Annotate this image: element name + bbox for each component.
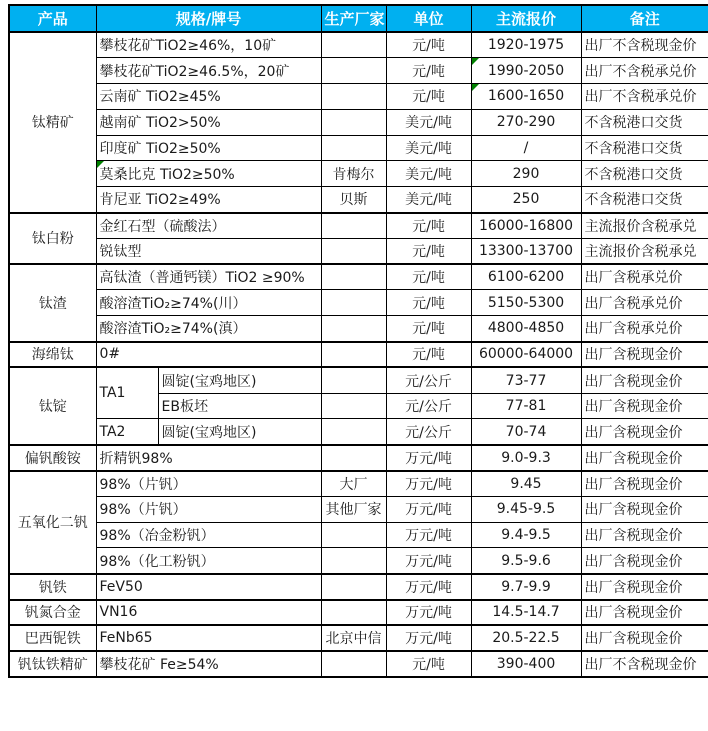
note-cell: 出厂含税现金价 <box>581 367 708 393</box>
producer-cell <box>321 419 386 445</box>
unit-cell: 美元/吨 <box>386 161 471 187</box>
producer-cell: 贝斯 <box>321 187 386 213</box>
producer-cell <box>321 574 386 600</box>
table-row <box>9 522 708 548</box>
table-row <box>9 135 708 161</box>
spec-cell: 金红石型（硫酸法） <box>96 213 321 239</box>
col-header-note: 备注 <box>581 5 708 32</box>
col-header-producer: 生产厂家 <box>321 5 386 32</box>
price-cell: 77-81 <box>471 393 581 419</box>
product-cell: 巴西铌铁 <box>9 625 96 651</box>
spec-cell: 攀枝花矿TiO2≥46%，10矿 <box>96 32 321 58</box>
producer-cell <box>321 238 386 264</box>
spec-cell: 攀枝花矿 Fe≥54% <box>96 651 321 677</box>
spec-cell: 圆锭(宝鸡地区) <box>158 419 321 445</box>
table-row <box>9 213 708 239</box>
spec-cell: 云南矿 TiO2≥45% <box>96 84 321 110</box>
unit-cell: 万元/吨 <box>386 522 471 548</box>
note-cell: 出厂不含税现金价 <box>581 651 708 677</box>
price-cell: 60000-64000 <box>471 342 581 368</box>
unit-cell: 万元/吨 <box>386 600 471 626</box>
note-cell: 出厂含税现金价 <box>581 445 708 471</box>
note-cell: 出厂含税现金价 <box>581 600 708 626</box>
producer-cell <box>321 135 386 161</box>
table-row <box>9 367 708 393</box>
unit-cell: 美元/吨 <box>386 109 471 135</box>
price-cell: 4800-4850 <box>471 316 581 342</box>
price-cell: 73-77 <box>471 367 581 393</box>
producer-cell <box>321 600 386 626</box>
note-cell: 出厂含税现金价 <box>581 419 708 445</box>
col-header-unit: 单位 <box>386 5 471 32</box>
note-cell: 出厂含税承兑价 <box>581 264 708 290</box>
producer-cell: 肯梅尔 <box>321 161 386 187</box>
product-cell: 钒钛铁精矿 <box>9 651 96 677</box>
table-row <box>9 625 708 651</box>
table-row <box>9 290 708 316</box>
spec-cell: FeNb65 <box>96 625 321 651</box>
producer-cell <box>321 84 386 110</box>
note-cell: 出厂含税现金价 <box>581 522 708 548</box>
price-cell: 390-400 <box>471 651 581 677</box>
unit-cell: 美元/吨 <box>386 135 471 161</box>
spec-cell: FeV50 <box>96 574 321 600</box>
commodity-price-table <box>8 4 708 678</box>
price-cell: 5150-5300 <box>471 290 581 316</box>
producer-cell <box>321 548 386 574</box>
note-cell: 出厂含税现金价 <box>581 548 708 574</box>
producer-cell <box>321 367 386 393</box>
unit-cell: 元/吨 <box>386 651 471 677</box>
unit-cell: 万元/吨 <box>386 445 471 471</box>
table-row <box>9 548 708 574</box>
producer-cell <box>321 290 386 316</box>
spec-cell: 折精钒98% <box>96 445 321 471</box>
product-cell: 偏钒酸铵 <box>9 445 96 471</box>
note-cell: 不含税港口交货 <box>581 187 708 213</box>
producer-cell <box>321 651 386 677</box>
spec-cell: 酸溶渣TiO₂≥74%(川） <box>96 290 321 316</box>
unit-cell: 万元/吨 <box>386 548 471 574</box>
unit-cell: 元/吨 <box>386 264 471 290</box>
price-cell: 14.5-14.7 <box>471 600 581 626</box>
producer-cell <box>321 264 386 290</box>
grade-cell: TA1 <box>96 367 158 419</box>
product-cell: 钒氮合金 <box>9 600 96 626</box>
price-cell: 9.4-9.5 <box>471 522 581 548</box>
table-row <box>9 84 708 110</box>
table-row <box>9 32 708 58</box>
unit-cell: 元/吨 <box>386 32 471 58</box>
note-cell: 出厂含税承兑价 <box>581 290 708 316</box>
comment-flag-icon <box>97 161 104 168</box>
unit-cell: 元/吨 <box>386 238 471 264</box>
table-row <box>9 238 708 264</box>
producer-cell <box>321 213 386 239</box>
spec-cell: 越南矿 TiO2>50% <box>96 109 321 135</box>
note-cell: 不含税港口交货 <box>581 161 708 187</box>
col-header-product: 产品 <box>9 5 96 32</box>
unit-cell: 元/吨 <box>386 213 471 239</box>
spec-cell: 圆锭(宝鸡地区) <box>158 367 321 393</box>
table-row <box>9 161 708 187</box>
price-cell: 1990-2050 <box>471 58 581 84</box>
note-cell: 出厂不含税承兑价 <box>581 84 708 110</box>
spec-cell: VN16 <box>96 600 321 626</box>
price-cell: 70-74 <box>471 419 581 445</box>
spec-cell: 莫桑比克 TiO2≥50% <box>96 161 321 187</box>
producer-cell <box>321 393 386 419</box>
spec-cell: 高钛渣（普通钙镁）TiO2 ≥90% <box>96 264 321 290</box>
unit-cell: 元/公斤 <box>386 419 471 445</box>
producer-cell <box>321 58 386 84</box>
producer-cell <box>321 445 386 471</box>
product-cell: 海绵钛 <box>9 342 96 368</box>
price-cell: 270-290 <box>471 109 581 135</box>
note-cell: 主流报价含税承兑 <box>581 213 708 239</box>
unit-cell: 美元/吨 <box>386 187 471 213</box>
table-row <box>9 187 708 213</box>
unit-cell: 元/吨 <box>386 58 471 84</box>
table-row <box>9 419 708 445</box>
unit-cell: 万元/吨 <box>386 574 471 600</box>
note-cell: 出厂含税现金价 <box>581 393 708 419</box>
note-cell: 出厂含税现金价 <box>581 496 708 522</box>
product-cell: 五氧化二钒 <box>9 471 96 574</box>
unit-cell: 万元/吨 <box>386 625 471 651</box>
producer-cell <box>321 522 386 548</box>
unit-cell: 元/公斤 <box>386 367 471 393</box>
spec-cell: 酸溶渣TiO₂≥74%(滇） <box>96 316 321 342</box>
price-cell: 9.5-9.6 <box>471 548 581 574</box>
price-cell: 16000-16800 <box>471 213 581 239</box>
spec-cell: 肯尼亚 TiO2≥49% <box>96 187 321 213</box>
table-row <box>9 316 708 342</box>
price-cell: 9.45 <box>471 471 581 497</box>
table-row <box>9 600 708 626</box>
product-cell: 钛精矿 <box>9 32 96 213</box>
grade-cell: TA2 <box>96 419 158 445</box>
note-cell: 主流报价含税承兑 <box>581 238 708 264</box>
table-row <box>9 342 708 368</box>
producer-cell <box>321 342 386 368</box>
price-cell: / <box>471 135 581 161</box>
note-cell: 出厂不含税承兑价 <box>581 58 708 84</box>
comment-flag-icon <box>472 58 479 65</box>
spec-cell: 98%（化工粉钒） <box>96 548 321 574</box>
price-cell: 1920-1975 <box>471 32 581 58</box>
note-cell: 出厂含税现金价 <box>581 625 708 651</box>
price-cell: 20.5-22.5 <box>471 625 581 651</box>
price-cell: 9.7-9.9 <box>471 574 581 600</box>
note-cell: 不含税港口交货 <box>581 135 708 161</box>
unit-cell: 元/吨 <box>386 316 471 342</box>
note-cell: 出厂不含税现金价 <box>581 32 708 58</box>
price-cell: 250 <box>471 187 581 213</box>
unit-cell: 万元/吨 <box>386 496 471 522</box>
table-row <box>9 651 708 677</box>
producer-cell: 北京中信 <box>321 625 386 651</box>
spec-cell: 印度矿 TiO2≥50% <box>96 135 321 161</box>
producer-cell: 其他厂家 <box>321 496 386 522</box>
product-cell: 钛渣 <box>9 264 96 341</box>
table-row <box>9 471 708 497</box>
note-cell: 出厂含税现金价 <box>581 342 708 368</box>
note-cell: 不含税港口交货 <box>581 109 708 135</box>
spec-cell: 0# <box>96 342 321 368</box>
unit-cell: 元/吨 <box>386 290 471 316</box>
product-cell: 钒铁 <box>9 574 96 600</box>
spec-cell: 攀枝花矿TiO2≥46.5%，20矿 <box>96 58 321 84</box>
table-row <box>9 58 708 84</box>
col-header-price: 主流报价 <box>471 5 581 32</box>
unit-cell: 元/公斤 <box>386 393 471 419</box>
unit-cell: 元/吨 <box>386 342 471 368</box>
product-cell: 钛锭 <box>9 367 96 444</box>
table-row <box>9 574 708 600</box>
spec-cell: 98%（片钒） <box>96 496 321 522</box>
table-row <box>9 109 708 135</box>
producer-cell <box>321 32 386 58</box>
unit-cell: 万元/吨 <box>386 471 471 497</box>
header-row <box>9 5 708 32</box>
product-cell: 钛白粉 <box>9 213 96 265</box>
unit-cell: 元/吨 <box>386 84 471 110</box>
price-cell: 9.0-9.3 <box>471 445 581 471</box>
table-row <box>9 445 708 471</box>
producer-cell: 大厂 <box>321 471 386 497</box>
note-cell: 出厂含税现金价 <box>581 574 708 600</box>
price-cell: 13300-13700 <box>471 238 581 264</box>
price-cell: 290 <box>471 161 581 187</box>
comment-flag-icon <box>472 84 479 91</box>
table-row <box>9 264 708 290</box>
note-cell: 出厂含税承兑价 <box>581 316 708 342</box>
spec-cell: 锐钛型 <box>96 238 321 264</box>
producer-cell <box>321 109 386 135</box>
spec-cell: EB板坯 <box>158 393 321 419</box>
price-cell: 9.45-9.5 <box>471 496 581 522</box>
producer-cell <box>321 316 386 342</box>
price-cell: 6100-6200 <box>471 264 581 290</box>
spec-cell: 98%（片钒） <box>96 471 321 497</box>
price-cell: 1600-1650 <box>471 84 581 110</box>
table-row <box>9 496 708 522</box>
spec-cell: 98%（冶金粉钒） <box>96 522 321 548</box>
col-header-spec: 规格/牌号 <box>96 5 321 32</box>
note-cell: 出厂含税现金价 <box>581 471 708 497</box>
